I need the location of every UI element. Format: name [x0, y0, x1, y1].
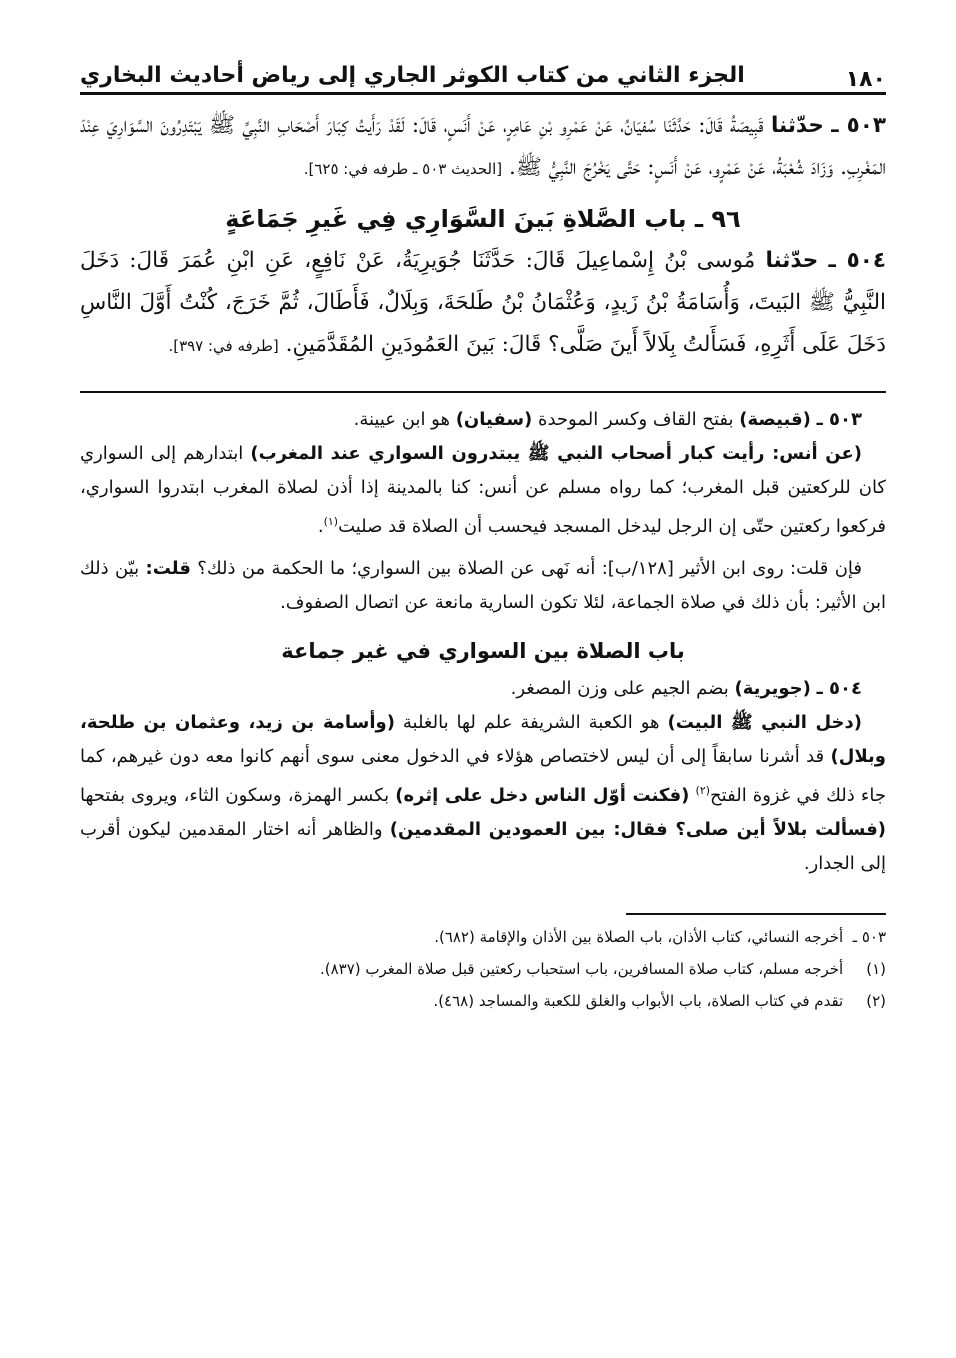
hadith-number: ٥٠٣ ـ	[831, 113, 887, 138]
commentary-text: فإن قلت: روى ابن الأثير [١٢٨/ب]: أنه نَهى عن الصلاة بين السواري؛ ما الحكمة من ذلك؟	[197, 558, 862, 579]
hadith-number: ٥٠٤ ـ	[828, 248, 887, 273]
commentary-503-p3	[80, 552, 886, 620]
hadith-503	[80, 105, 886, 190]
commentary-text: ابتدارهم إلى السواري كان للركعتين قبل المغرب؛ كما رواه مسلم عن أنس: كنا بالمدينة إذا أذن لصلاة المغرب ابتدروا السواري، فركعوا ركعتين حتّى إن الرجل ليدخل المسجد فيحسب أن الصلاة قد صليت	[80, 443, 886, 537]
chapter-heading: ٩٦ ـ باب الصَّلاةِ بَينَ السَّوَارِي فِي غَيرِ جَمَاعَةٍ	[225, 205, 741, 233]
footnote-1	[80, 953, 886, 985]
page	[80, 42, 886, 1328]
commentary-503-p2	[80, 437, 886, 544]
bold-term: (فسألت بلالاً أين صلى؟ فقال: بين العمودين المقدمين)	[389, 819, 887, 840]
commentary-chapter-heading: باب الصلاة بين السواري في غير جماعة	[281, 639, 685, 663]
commentary-504-p1	[80, 672, 886, 706]
page-number: ١٨٠	[845, 67, 886, 92]
commentary-text: بفتح القاف وكسر الموحدة	[538, 409, 734, 430]
commentary-text: هو ابن عيينة.	[353, 409, 450, 430]
footnote-divider	[626, 913, 886, 915]
footnote-ref[interactable]: (٢)	[695, 784, 711, 797]
bold-term: (عن أنس: رأيت كبار أصحاب النبي ﷺ يبتدرون السواري عند المغرب)	[250, 443, 862, 464]
commentary-text: بيّن ذلك ابن الأثير: بأن ذلك في صلاة الجماعة، لئلا تكون السارية مانعة عن اتصال الصفوف.	[80, 558, 886, 613]
hadith-504	[80, 240, 886, 367]
commentary-text: قد أشرنا سابقاً إلى أن ليس لاختصاص هؤلاء في الدخول معنى سوى أنهم كانوا معه دون غيرهم، كما جاء ذلك في غزوة الفتح	[80, 746, 886, 806]
running-header	[80, 42, 886, 95]
bold-term: (دخل النبي ﷺ البيت)	[667, 712, 862, 733]
bold-term: (سفيان)	[455, 409, 533, 430]
header-title: الجزء الثاني من كتاب الكوثر الجاري إلى رياض أحاديث البخاري	[80, 63, 745, 88]
footnote-2	[80, 985, 886, 1017]
hadith-text: مُوسى بْنُ إِسْماعِيلَ قَالَ: حَدَّثَنَا جُوَيرِيَةُ، عَنْ نَافِعٍ، عَنِ ابْنِ عُمَرَ قَالَ: دَخَلَ النَّبِيُّ ﷺ البَيتَ، وَأُسَامَةُ بْنُ زَيدٍ، وَعُثْمَانُ بْنُ طَلحَةَ، وَبِلَالٌ، فَأَطَالَ، ثُمَّ خَرَجَ، كُنْتُ أَوَّلَ النَّاسِ دَخَلَ عَلَى أَثَرِهِ، فَسَأَلتُ بِلَالاً أَينَ صَلَّى؟ قَالَ: بَينَ العَمُودَينِ المُقَدَّمَينِ.	[80, 248, 886, 357]
commentary-text: بضم الجيم على وزن المصغر.	[510, 678, 729, 699]
commentary-text: هو الكعبة الشريفة علم لها بالغلبة	[402, 712, 660, 733]
commentary-504-p2	[80, 706, 886, 881]
commentary-text: بكسر الهمزة، وسكون الثاء، ويروى بفتحها	[80, 785, 390, 806]
bold-term: (وأسامة بن زيد، وعثمان بن طلحة، وبلال)	[80, 712, 886, 767]
commentary-503-p1	[80, 403, 886, 437]
hadith-reference: [الحديث ٥٠٣ ـ طرفه في: ٦٢٥].	[303, 160, 503, 178]
bold-term: (فكنت أوّل الناس دخل على إثره)	[395, 785, 690, 806]
commentary-number: ٥٠٤ ـ	[816, 678, 862, 699]
footnote-ref[interactable]: (١)	[323, 515, 339, 528]
commentary-text: .	[317, 516, 324, 537]
footnote-text: أخرجه مسلم، كتاب صلاة المسافرين، باب استحباب ركعتين قبل صلاة المغرب (٨٣٧).	[319, 960, 844, 978]
footnote-text: أخرجه النسائي، كتاب الأذان، باب الصلاة بين الأذان والإقامة (٦٨٢).	[434, 928, 844, 946]
narration-word: حدّثنا	[770, 113, 824, 138]
commentary-number: ٥٠٣ ـ	[816, 409, 862, 430]
section-divider	[80, 391, 886, 393]
footnote-503	[80, 921, 886, 953]
footnote-label: ٥٠٣ ـ	[852, 928, 886, 946]
bold-term: قلت:	[145, 558, 191, 579]
commentary-text: والظاهر أنه اختار المقدمين ليكون أقرب إلى الجدار.	[80, 819, 886, 874]
footnote-label: (٢)	[866, 992, 886, 1010]
bold-term: (قبيصة)	[739, 409, 811, 430]
footnote-text: تقدم في كتاب الصلاة، باب الأبواب والغلق للكعبة والمساجد (٤٦٨).	[433, 992, 844, 1010]
hadith-reference: [طرفه في: ٣٩٧].	[168, 337, 279, 355]
narration-word: حدّثنا	[765, 248, 819, 273]
bold-term: (جويرية)	[734, 678, 811, 699]
hadith-text: قَبِيصَةُ قَالَ: حَدَّثَنَا سُفيَانُ، عَنْ عَمْرِو بْنِ عَامِرٍ، عَنْ أَنَسٍ، قَالَ: لَقَدْ رَأَيتُ كِبَارَ أَصْحَابِ النَّبِيِّ ﷺ يَبْتَدِرُونَ السَّوَارِيَ عِنْدَ المَغْرِبِ. وَزَادَ شُعْبَةُ، عَنْ عَمْرٍو، عَنْ أَنَسٍ: حَتَّى يَخْرُجَ النَّبِيُّ ﷺ.	[80, 113, 886, 180]
footnote-label: (١)	[866, 960, 886, 978]
